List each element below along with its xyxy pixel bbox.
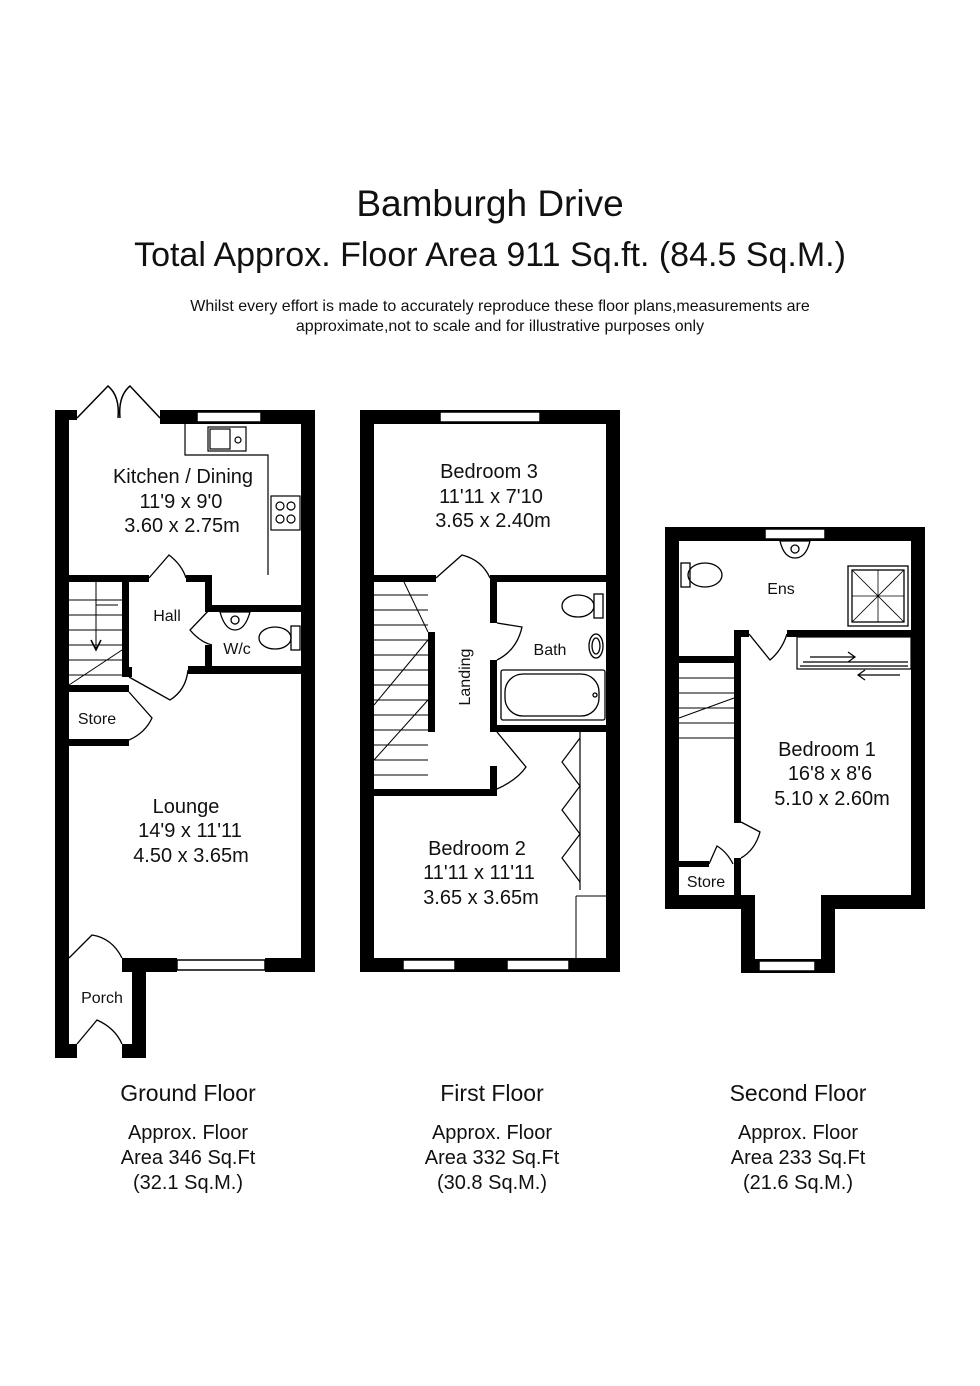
- first-stairs: [374, 582, 428, 775]
- ground-floor-area-line1: Approx. Floor: [127, 1122, 249, 1144]
- first-floor-plan: [360, 410, 620, 972]
- ground-floor-area-line3: (32.1 Sq.M.): [132, 1172, 244, 1194]
- first-floor-area-line3: (30.8 Sq.M.): [436, 1172, 548, 1194]
- first-floor-area-line1: Approx. Floor: [431, 1122, 553, 1144]
- first-floor-title: First Floor: [440, 1080, 544, 1106]
- second-room-labels: [687, 581, 890, 891]
- disclaimer-line-1: Whilst every effort is made to accurately reproduce these floor plans,measurements are: [190, 298, 810, 315]
- bedroom3-name: Bedroom 3: [440, 461, 538, 483]
- first-floor-area-line2: Area 332 Sq.Ft: [424, 1147, 560, 1169]
- bedroom2-name: Bedroom 2: [428, 838, 526, 860]
- kitchen-name: Kitchen / Dining: [112, 466, 254, 488]
- lounge-metric: 4.50 x 3.65m: [133, 845, 249, 867]
- bedroom2-imperial: 11'11 x 11'11: [423, 862, 535, 884]
- first-door-swings: [436, 555, 526, 789]
- ground-floor-area-line2: Area 346 Sq.Ft: [120, 1147, 256, 1169]
- kitchen-imperial: 11'9 x 9'0: [139, 491, 223, 513]
- kitchen-french-doors: [77, 386, 160, 418]
- first-floor-caption: [362, 1080, 622, 1196]
- kitchen-metric: 3.60 x 2.75m: [124, 515, 240, 537]
- bedroom3-metric: 3.65 x 2.40m: [435, 510, 551, 532]
- second-door-swings: [709, 634, 787, 864]
- ground-floor-caption: [58, 1080, 318, 1196]
- second-floor-area-line1: Approx. Floor: [737, 1122, 859, 1144]
- bedroom1-imperial: 16'8 x 8'6: [787, 763, 873, 785]
- second-floor-title: Second Floor: [729, 1080, 867, 1106]
- ground-room-labels: [78, 466, 253, 1007]
- hall-label: Hall: [153, 608, 181, 625]
- porch-label: Porch: [81, 990, 123, 1007]
- bedroom1-wardrobe: [797, 637, 911, 680]
- bedroom2-metric: 3.65 x 3.65m: [423, 887, 539, 909]
- bedroom1-name: Bedroom 1: [778, 739, 876, 761]
- bedroom1-metric: 5.10 x 2.60m: [774, 788, 890, 810]
- second-floor-plan: [665, 527, 925, 973]
- second-floor-caption: [668, 1080, 928, 1196]
- disclaimer-line-2: approximate,not to scale and for illustrative purposes only: [295, 318, 705, 335]
- wc-label: W/c: [223, 641, 251, 658]
- lounge-imperial: 14'9 x 11'11: [138, 820, 242, 842]
- bath-label: Bath: [533, 642, 567, 659]
- second-floor-area-line2: Area 233 Sq.Ft: [730, 1147, 866, 1169]
- ground-floor-title: Ground Floor: [120, 1080, 256, 1106]
- ground-floor-plan: [55, 386, 315, 1058]
- ground-store-label: Store: [77, 711, 117, 728]
- landing-label: Landing: [457, 648, 474, 706]
- ground-stairs: [69, 582, 122, 685]
- second-stairs: [679, 678, 734, 738]
- second-floor-area-line3: (21.6 Sq.M.): [742, 1172, 854, 1194]
- second-store-label: Store: [686, 874, 726, 891]
- total-floor-area: Total Approx. Floor Area 911 Sq.ft. (84.5 Sq.M.): [134, 236, 846, 274]
- lounge-name: Lounge: [152, 796, 220, 818]
- bedroom3-imperial: 11'11 x 7'10: [439, 486, 543, 508]
- ensuite-label: Ens: [767, 581, 795, 598]
- plan-title: Bamburgh Drive: [356, 183, 624, 224]
- bedroom2-wardrobe: [562, 732, 606, 958]
